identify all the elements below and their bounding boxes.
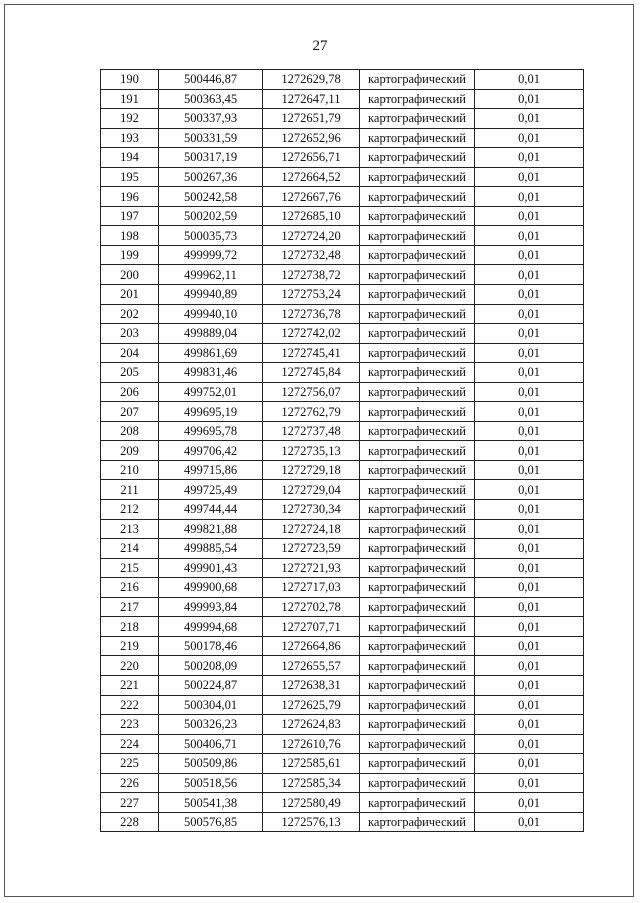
y-coordinate-cell: 1272736,78 (263, 304, 360, 324)
point-number-cell: 219 (101, 636, 159, 656)
y-coordinate-cell: 1272738,72 (263, 265, 360, 285)
method-cell: картографический (360, 578, 475, 598)
y-coordinate-cell: 1272756,07 (263, 382, 360, 402)
method-cell: картографический (360, 89, 475, 109)
table-row (101, 89, 584, 109)
y-coordinate-cell: 1272730,34 (263, 500, 360, 520)
table-row (101, 500, 584, 520)
accuracy-cell: 0,01 (475, 734, 584, 754)
table-row (101, 226, 584, 246)
method-cell: картографический (360, 597, 475, 617)
method-cell: картографический (360, 773, 475, 793)
point-number-cell: 215 (101, 558, 159, 578)
method-cell: картографический (360, 226, 475, 246)
point-number-cell: 192 (101, 109, 159, 129)
table-row (101, 382, 584, 402)
x-coordinate-cell: 499744,44 (159, 500, 263, 520)
table-row (101, 617, 584, 637)
y-coordinate-cell: 1272753,24 (263, 285, 360, 305)
coordinates-table-body (101, 70, 584, 832)
point-number-cell: 201 (101, 285, 159, 305)
y-coordinate-cell: 1272735,13 (263, 441, 360, 461)
point-number-cell: 216 (101, 578, 159, 598)
x-coordinate-cell: 499715,86 (159, 460, 263, 480)
accuracy-cell: 0,01 (475, 167, 584, 187)
x-coordinate-cell: 500337,93 (159, 109, 263, 129)
accuracy-cell: 0,01 (475, 715, 584, 735)
x-coordinate-cell: 499695,78 (159, 421, 263, 441)
point-number-cell: 205 (101, 363, 159, 383)
table-row (101, 480, 584, 500)
method-cell: картографический (360, 539, 475, 559)
method-cell: картографический (360, 128, 475, 148)
accuracy-cell: 0,01 (475, 656, 584, 676)
table-row (101, 363, 584, 383)
coordinates-table (100, 69, 584, 832)
accuracy-cell: 0,01 (475, 636, 584, 656)
point-number-cell: 210 (101, 460, 159, 480)
point-number-cell: 206 (101, 382, 159, 402)
x-coordinate-cell: 500446,87 (159, 70, 263, 90)
point-number-cell: 204 (101, 343, 159, 363)
point-number-cell: 190 (101, 70, 159, 90)
accuracy-cell: 0,01 (475, 285, 584, 305)
y-coordinate-cell: 1272610,76 (263, 734, 360, 754)
point-number-cell: 191 (101, 89, 159, 109)
x-coordinate-cell: 499999,72 (159, 245, 263, 265)
accuracy-cell: 0,01 (475, 226, 584, 246)
x-coordinate-cell: 500202,59 (159, 206, 263, 226)
y-coordinate-cell: 1272624,83 (263, 715, 360, 735)
accuracy-cell: 0,01 (475, 578, 584, 598)
accuracy-cell: 0,01 (475, 617, 584, 637)
accuracy-cell: 0,01 (475, 363, 584, 383)
point-number-cell: 211 (101, 480, 159, 500)
point-number-cell: 212 (101, 500, 159, 520)
method-cell: картографический (360, 617, 475, 637)
table-row (101, 245, 584, 265)
table-row (101, 754, 584, 774)
table-row (101, 70, 584, 90)
x-coordinate-cell: 499940,10 (159, 304, 263, 324)
method-cell: картографический (360, 558, 475, 578)
accuracy-cell: 0,01 (475, 187, 584, 207)
accuracy-cell: 0,01 (475, 148, 584, 168)
accuracy-cell: 0,01 (475, 128, 584, 148)
accuracy-cell: 0,01 (475, 245, 584, 265)
x-coordinate-cell: 500208,09 (159, 656, 263, 676)
y-coordinate-cell: 1272664,86 (263, 636, 360, 656)
page-number: 27 (312, 38, 328, 54)
x-coordinate-cell: 500178,46 (159, 636, 263, 656)
point-number-cell: 214 (101, 539, 159, 559)
y-coordinate-cell: 1272638,31 (263, 675, 360, 695)
accuracy-cell: 0,01 (475, 558, 584, 578)
accuracy-cell: 0,01 (475, 421, 584, 441)
method-cell: картографический (360, 500, 475, 520)
y-coordinate-cell: 1272707,71 (263, 617, 360, 637)
x-coordinate-cell: 499725,49 (159, 480, 263, 500)
point-number-cell: 226 (101, 773, 159, 793)
x-coordinate-cell: 499821,88 (159, 519, 263, 539)
point-number-cell: 200 (101, 265, 159, 285)
x-coordinate-cell: 499831,46 (159, 363, 263, 383)
point-number-cell: 222 (101, 695, 159, 715)
method-cell: картографический (360, 460, 475, 480)
table-row (101, 265, 584, 285)
point-number-cell: 207 (101, 402, 159, 422)
table-row (101, 578, 584, 598)
method-cell: картографический (360, 636, 475, 656)
accuracy-cell: 0,01 (475, 109, 584, 129)
x-coordinate-cell: 500576,85 (159, 812, 263, 832)
y-coordinate-cell: 1272585,61 (263, 754, 360, 774)
x-coordinate-cell: 500317,19 (159, 148, 263, 168)
point-number-cell: 221 (101, 675, 159, 695)
method-cell: картографический (360, 363, 475, 383)
accuracy-cell: 0,01 (475, 754, 584, 774)
y-coordinate-cell: 1272576,13 (263, 812, 360, 832)
y-coordinate-cell: 1272656,71 (263, 148, 360, 168)
method-cell: картографический (360, 148, 475, 168)
y-coordinate-cell: 1272629,78 (263, 70, 360, 90)
point-number-cell: 198 (101, 226, 159, 246)
point-number-cell: 203 (101, 324, 159, 344)
y-coordinate-cell: 1272762,79 (263, 402, 360, 422)
method-cell: картографический (360, 441, 475, 461)
point-number-cell: 194 (101, 148, 159, 168)
x-coordinate-cell: 499695,19 (159, 402, 263, 422)
y-coordinate-cell: 1272721,93 (263, 558, 360, 578)
y-coordinate-cell: 1272737,48 (263, 421, 360, 441)
x-coordinate-cell: 499994,68 (159, 617, 263, 637)
accuracy-cell: 0,01 (475, 519, 584, 539)
method-cell: картографический (360, 480, 475, 500)
y-coordinate-cell: 1272685,10 (263, 206, 360, 226)
point-number-cell: 195 (101, 167, 159, 187)
point-number-cell: 227 (101, 793, 159, 813)
point-number-cell: 213 (101, 519, 159, 539)
accuracy-cell: 0,01 (475, 206, 584, 226)
x-coordinate-cell: 500541,38 (159, 793, 263, 813)
table-row (101, 597, 584, 617)
x-coordinate-cell: 499993,84 (159, 597, 263, 617)
method-cell: картографический (360, 206, 475, 226)
point-number-cell: 223 (101, 715, 159, 735)
y-coordinate-cell: 1272702,78 (263, 597, 360, 617)
table-row (101, 324, 584, 344)
y-coordinate-cell: 1272742,02 (263, 324, 360, 344)
table-row (101, 109, 584, 129)
y-coordinate-cell: 1272647,11 (263, 89, 360, 109)
y-coordinate-cell: 1272724,18 (263, 519, 360, 539)
method-cell: картографический (360, 734, 475, 754)
accuracy-cell: 0,01 (475, 89, 584, 109)
method-cell: картографический (360, 812, 475, 832)
table-row (101, 695, 584, 715)
y-coordinate-cell: 1272625,79 (263, 695, 360, 715)
x-coordinate-cell: 500509,86 (159, 754, 263, 774)
point-number-cell: 228 (101, 812, 159, 832)
table-row (101, 206, 584, 226)
y-coordinate-cell: 1272723,59 (263, 539, 360, 559)
accuracy-cell: 0,01 (475, 402, 584, 422)
accuracy-cell: 0,01 (475, 812, 584, 832)
y-coordinate-cell: 1272580,49 (263, 793, 360, 813)
method-cell: картографический (360, 285, 475, 305)
x-coordinate-cell: 500035,73 (159, 226, 263, 246)
accuracy-cell: 0,01 (475, 324, 584, 344)
accuracy-cell: 0,01 (475, 500, 584, 520)
method-cell: картографический (360, 754, 475, 774)
x-coordinate-cell: 500326,23 (159, 715, 263, 735)
y-coordinate-cell: 1272655,57 (263, 656, 360, 676)
table-row (101, 128, 584, 148)
method-cell: картографический (360, 70, 475, 90)
point-number-cell: 208 (101, 421, 159, 441)
y-coordinate-cell: 1272652,96 (263, 128, 360, 148)
x-coordinate-cell: 499889,04 (159, 324, 263, 344)
method-cell: картографический (360, 656, 475, 676)
x-coordinate-cell: 500242,58 (159, 187, 263, 207)
accuracy-cell: 0,01 (475, 793, 584, 813)
method-cell: картографический (360, 695, 475, 715)
table-row (101, 343, 584, 363)
x-coordinate-cell: 499752,01 (159, 382, 263, 402)
table-row (101, 812, 584, 832)
x-coordinate-cell: 499861,69 (159, 343, 263, 363)
point-number-cell: 202 (101, 304, 159, 324)
y-coordinate-cell: 1272651,79 (263, 109, 360, 129)
accuracy-cell: 0,01 (475, 695, 584, 715)
table-row (101, 519, 584, 539)
x-coordinate-cell: 499885,54 (159, 539, 263, 559)
method-cell: картографический (360, 715, 475, 735)
method-cell: картографический (360, 343, 475, 363)
accuracy-cell: 0,01 (475, 382, 584, 402)
point-number-cell: 196 (101, 187, 159, 207)
table-row (101, 558, 584, 578)
table-row (101, 793, 584, 813)
method-cell: картографический (360, 304, 475, 324)
x-coordinate-cell: 499706,42 (159, 441, 263, 461)
point-number-cell: 218 (101, 617, 159, 637)
table-row (101, 304, 584, 324)
table-row (101, 167, 584, 187)
y-coordinate-cell: 1272745,41 (263, 343, 360, 363)
accuracy-cell: 0,01 (475, 480, 584, 500)
x-coordinate-cell: 500518,56 (159, 773, 263, 793)
accuracy-cell: 0,01 (475, 460, 584, 480)
table-row (101, 773, 584, 793)
method-cell: картографический (360, 793, 475, 813)
y-coordinate-cell: 1272667,76 (263, 187, 360, 207)
x-coordinate-cell: 500331,59 (159, 128, 263, 148)
table-row (101, 460, 584, 480)
accuracy-cell: 0,01 (475, 675, 584, 695)
method-cell: картографический (360, 382, 475, 402)
method-cell: картографический (360, 109, 475, 129)
accuracy-cell: 0,01 (475, 265, 584, 285)
accuracy-cell: 0,01 (475, 304, 584, 324)
x-coordinate-cell: 500304,01 (159, 695, 263, 715)
table-row (101, 715, 584, 735)
accuracy-cell: 0,01 (475, 597, 584, 617)
accuracy-cell: 0,01 (475, 539, 584, 559)
table-row (101, 539, 584, 559)
point-number-cell: 217 (101, 597, 159, 617)
y-coordinate-cell: 1272724,20 (263, 226, 360, 246)
table-row (101, 421, 584, 441)
table-row (101, 734, 584, 754)
x-coordinate-cell: 500224,87 (159, 675, 263, 695)
table-row (101, 187, 584, 207)
point-number-cell: 209 (101, 441, 159, 461)
x-coordinate-cell: 500267,36 (159, 167, 263, 187)
point-number-cell: 225 (101, 754, 159, 774)
x-coordinate-cell: 500363,45 (159, 89, 263, 109)
accuracy-cell: 0,01 (475, 773, 584, 793)
point-number-cell: 197 (101, 206, 159, 226)
y-coordinate-cell: 1272729,04 (263, 480, 360, 500)
y-coordinate-cell: 1272585,34 (263, 773, 360, 793)
method-cell: картографический (360, 402, 475, 422)
x-coordinate-cell: 499901,43 (159, 558, 263, 578)
point-number-cell: 224 (101, 734, 159, 754)
table-row (101, 402, 584, 422)
table-row (101, 656, 584, 676)
point-number-cell: 220 (101, 656, 159, 676)
x-coordinate-cell: 499962,11 (159, 265, 263, 285)
table-row (101, 441, 584, 461)
point-number-cell: 193 (101, 128, 159, 148)
table-row (101, 636, 584, 656)
accuracy-cell: 0,01 (475, 70, 584, 90)
accuracy-cell: 0,01 (475, 441, 584, 461)
x-coordinate-cell: 499940,89 (159, 285, 263, 305)
method-cell: картографический (360, 187, 475, 207)
table-row (101, 285, 584, 305)
table-row (101, 148, 584, 168)
method-cell: картографический (360, 675, 475, 695)
x-coordinate-cell: 500406,71 (159, 734, 263, 754)
method-cell: картографический (360, 265, 475, 285)
x-coordinate-cell: 499900,68 (159, 578, 263, 598)
point-number-cell: 199 (101, 245, 159, 265)
method-cell: картографический (360, 421, 475, 441)
accuracy-cell: 0,01 (475, 343, 584, 363)
method-cell: картографический (360, 519, 475, 539)
y-coordinate-cell: 1272664,52 (263, 167, 360, 187)
y-coordinate-cell: 1272732,48 (263, 245, 360, 265)
table-row (101, 675, 584, 695)
y-coordinate-cell: 1272745,84 (263, 363, 360, 383)
method-cell: картографический (360, 324, 475, 344)
y-coordinate-cell: 1272729,18 (263, 460, 360, 480)
y-coordinate-cell: 1272717,03 (263, 578, 360, 598)
method-cell: картографический (360, 245, 475, 265)
method-cell: картографический (360, 167, 475, 187)
